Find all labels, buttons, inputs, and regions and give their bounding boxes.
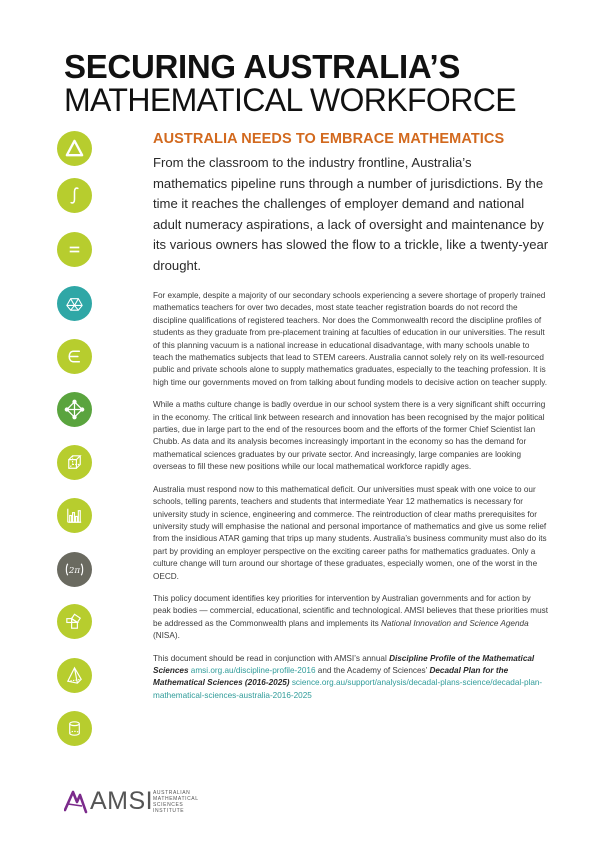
title-line-1: SECURING AUSTRALIA’S — [64, 48, 461, 85]
cube-icon — [57, 445, 92, 480]
pyramid-icon — [57, 658, 92, 693]
article-body — [153, 290, 549, 702]
cylinder-icon — [57, 711, 92, 746]
amsi-logo — [64, 786, 224, 816]
nisa-title: National Innovation and Science Agenda — [381, 618, 529, 628]
title-line-2: MATHEMATICAL WORKFORCE — [64, 82, 516, 118]
paragraph-2: While a maths culture change is badly overdue in our school system there is a very significant shift occurring in the economy. The critical link between research and innovation has been recognised by the major political parties, due in large part to the end of the resources boom and the efforts of the former Chief Scientist Ian Chubb. As data and its analysis becomes increasingly important in the economy so has the demand for mathematical sciences graduates by our private sector. And increasingly, large companies are looking overseas to fill these new positions while our local mathematical workforce rapidly ages. — [153, 400, 546, 472]
logo-subtitle: AUSTRALIAN MATHEMATICAL SCIENCES INSTITUTE — [153, 790, 199, 814]
bar-chart-icon — [57, 498, 92, 533]
two-pi-formula-icon — [57, 552, 92, 587]
hexagon-network-icon — [57, 286, 92, 321]
delta-icon — [57, 131, 92, 166]
section-heading: AUSTRALIA NEEDS TO EMBRACE MATHEMATICS — [153, 131, 505, 147]
page-title — [64, 50, 564, 117]
paragraph-3: Australia must respond now to this mathematical deficit. Our universities must speak with one voice to our schools, telling parents, teachers and students that intermediate Year 12 mathematics is necessary for university study in science, engineering and commerce. The reintroduction of clear maths prerequisites for university study will emphasise the national and personal importance of mathematics and give us some relief from the insidious ATAR gaming that trips up many students. Australia’s business community must also do its part by providing an employer perspective on the exciting career paths for mathematics graduates. Only a culture change will turn around our shortage of these graduates, especially women, one of the worst in the OECD. — [153, 484, 547, 581]
integral-icon — [57, 178, 92, 213]
lead-paragraph: From the classroom to the industry frontline, Australia’s mathematics pipeline runs through a number of jurisdictions. By the time it reaches the challenges of employer demand and national adult numeracy aspirations, a lack of oversight and maintenance by its various owners has slowed the flow to a trickle, like a twenty-year drought. — [153, 155, 549, 273]
discipline-profile-link[interactable]: amsi.org.au/discipline-profile-2016 — [190, 665, 316, 675]
equals-icon — [57, 232, 92, 267]
svg-text:2π: 2π — [68, 565, 81, 576]
decadal-plan-title: Decadal Plan for the Mathematical Sciences (2016-2025) — [153, 665, 509, 688]
paragraph-5: This document should be read in conjunction with AMSI’s annual Discipline Profile of the Mathematical Sciences amsi.org.au/discipline-profile-2016 and the Academy of Sciences’ Decadal Plan for the Mathematical Sciences (2016-2025) science.org.au/support/analysis/decadal-plans-science/decadal-plan-mathematical-sciences-australia-2016-2025 — [153, 653, 543, 700]
graph-network-icon — [57, 392, 92, 427]
paragraph-1: For example, despite a majority of our secondary schools experiencing a severe shortage of properly trained mathematics teachers for over two decades, most state teacher registration boards do not record the discipline qualifications of registered teachers. Nor does the Commonwealth record the discipline profiles of students as they graduate from pre-placement training at faculties of education in our universities. The result of this planning vacuum is a national increase in educational disadvantage, with many schools unable to teach the mathematics subjects that lead to STEM careers. Australia cannot solely rely on its well-resourced public and private schools alone to supply mathematics graduates, especially to the teaching profession. It is high time our governments moved on from talking about funding models to decisive action on teacher supply. — [153, 291, 547, 387]
discipline-profile-title: Discipline Profile of the Mathematical Sciences — [153, 653, 535, 675]
article — [153, 131, 549, 702]
element-of-icon — [57, 339, 92, 374]
pythagoras-squares-icon — [57, 604, 92, 639]
paragraph-4: This policy document identifies key priorities for intervention by Australian governments and for action by peak bodies — commercial, educational, scientific and technological. AMSI believes that these priorities must be addressed as the Commonwealth plans and implements its National Innovation and Science Agenda (NISA). — [153, 593, 549, 641]
logo-wordmark: AMSI — [90, 787, 154, 815]
decadal-plan-link[interactable]: science.org.au/support/analysis/decadal-plans-science/decadal-plan-mathematical-sciences-australia-2016-2025 — [153, 678, 543, 700]
